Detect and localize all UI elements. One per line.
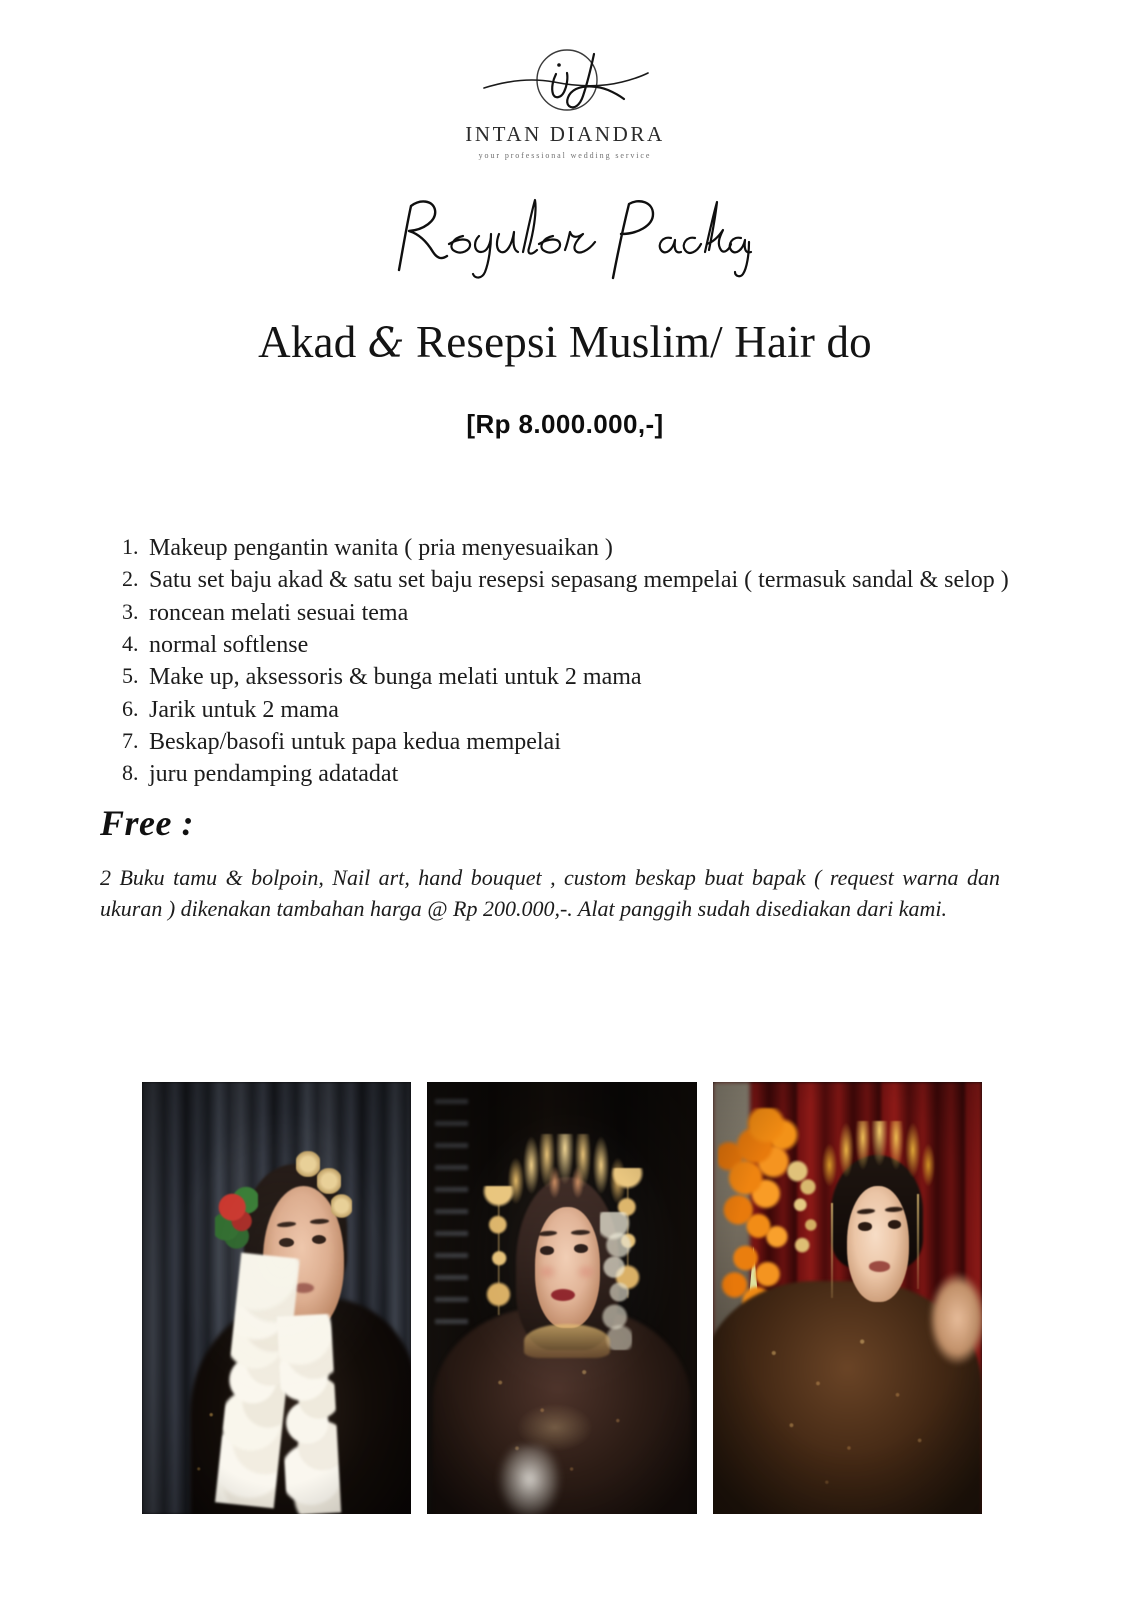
- monogram-id-icon: [470, 44, 660, 120]
- photo-vignette: [713, 1082, 982, 1514]
- gallery-photo-3: [713, 1082, 982, 1514]
- list-item-number: 3.: [122, 598, 139, 624]
- photo-gallery: [142, 1082, 982, 1514]
- list-item-text: Satu set baju akad & satu set baju resepsi sepasang mempelai ( termasuk sandal & selop ): [149, 567, 1009, 594]
- list-item: [122, 663, 1012, 691]
- bride-javanese-jasmine-garland-image: [142, 1082, 411, 1514]
- page-title-part2: Resepsi Muslim/ Hair do: [404, 317, 872, 367]
- list-item-number: 8.: [122, 760, 139, 786]
- list-item-text: Beskap/basofi untuk papa kedua mempelai: [149, 728, 561, 755]
- list-item-text: normal softlense: [149, 631, 309, 658]
- list-item: [122, 760, 1012, 788]
- list-item-text: Jarik untuk 2 mama: [149, 696, 339, 723]
- bride-hijab-gold-crown-image: [427, 1082, 696, 1514]
- list-item: [122, 534, 1012, 562]
- list-item-number: 4.: [122, 630, 139, 656]
- list-item-number: 2.: [122, 566, 139, 592]
- list-item-text: Makeup pengantin wanita ( pria menyesuaikan ): [149, 535, 613, 561]
- free-section-text: 2 Buku tamu & bolpoin, Nail art, hand bouquet , custom beskap buat bapak ( request warna dan ukuran ) dikenakan tambahan harga @ Rp 200.000,-. Alat panggih sudah disediakan dari kami.: [100, 865, 1000, 922]
- list-item-number: 1.: [122, 534, 139, 559]
- ampersand-glyph: &: [367, 319, 405, 367]
- list-item-number: 5.: [122, 663, 139, 689]
- free-section-heading: Free :: [100, 803, 194, 843]
- page-title: [0, 315, 1130, 369]
- list-item-text: juru pendamping adatadat: [149, 761, 399, 788]
- bride-gold-crown-red-curtain-image: [713, 1082, 982, 1514]
- list-item-number: 7.: [122, 727, 139, 753]
- script-heading-reguler-package: [0, 186, 1130, 282]
- list-item-number: 6.: [122, 695, 139, 721]
- gallery-photo-2: [427, 1082, 696, 1514]
- photo-vignette: [142, 1082, 411, 1514]
- list-item: [122, 566, 1012, 594]
- package-price: [Rp 8.000.000,-]: [466, 409, 664, 439]
- list-item: [122, 631, 1012, 659]
- brand-name: INTAN DIANDRA: [465, 122, 665, 146]
- package-inclusions-list: [122, 534, 1012, 793]
- list-item: [122, 599, 1012, 627]
- page-title-part1: Akad: [258, 317, 368, 367]
- brand-tagline: your professional wedding service: [478, 151, 652, 160]
- photo-vignette: [427, 1082, 696, 1514]
- gallery-photo-1: [142, 1082, 411, 1514]
- list-item-text: Make up, aksessoris & bunga melati untuk 2 mama: [149, 664, 642, 691]
- list-item: [122, 728, 1012, 756]
- list-item: [122, 696, 1012, 724]
- brand-logo: [0, 44, 1130, 160]
- list-item-text: roncean melati sesuai tema: [149, 599, 409, 626]
